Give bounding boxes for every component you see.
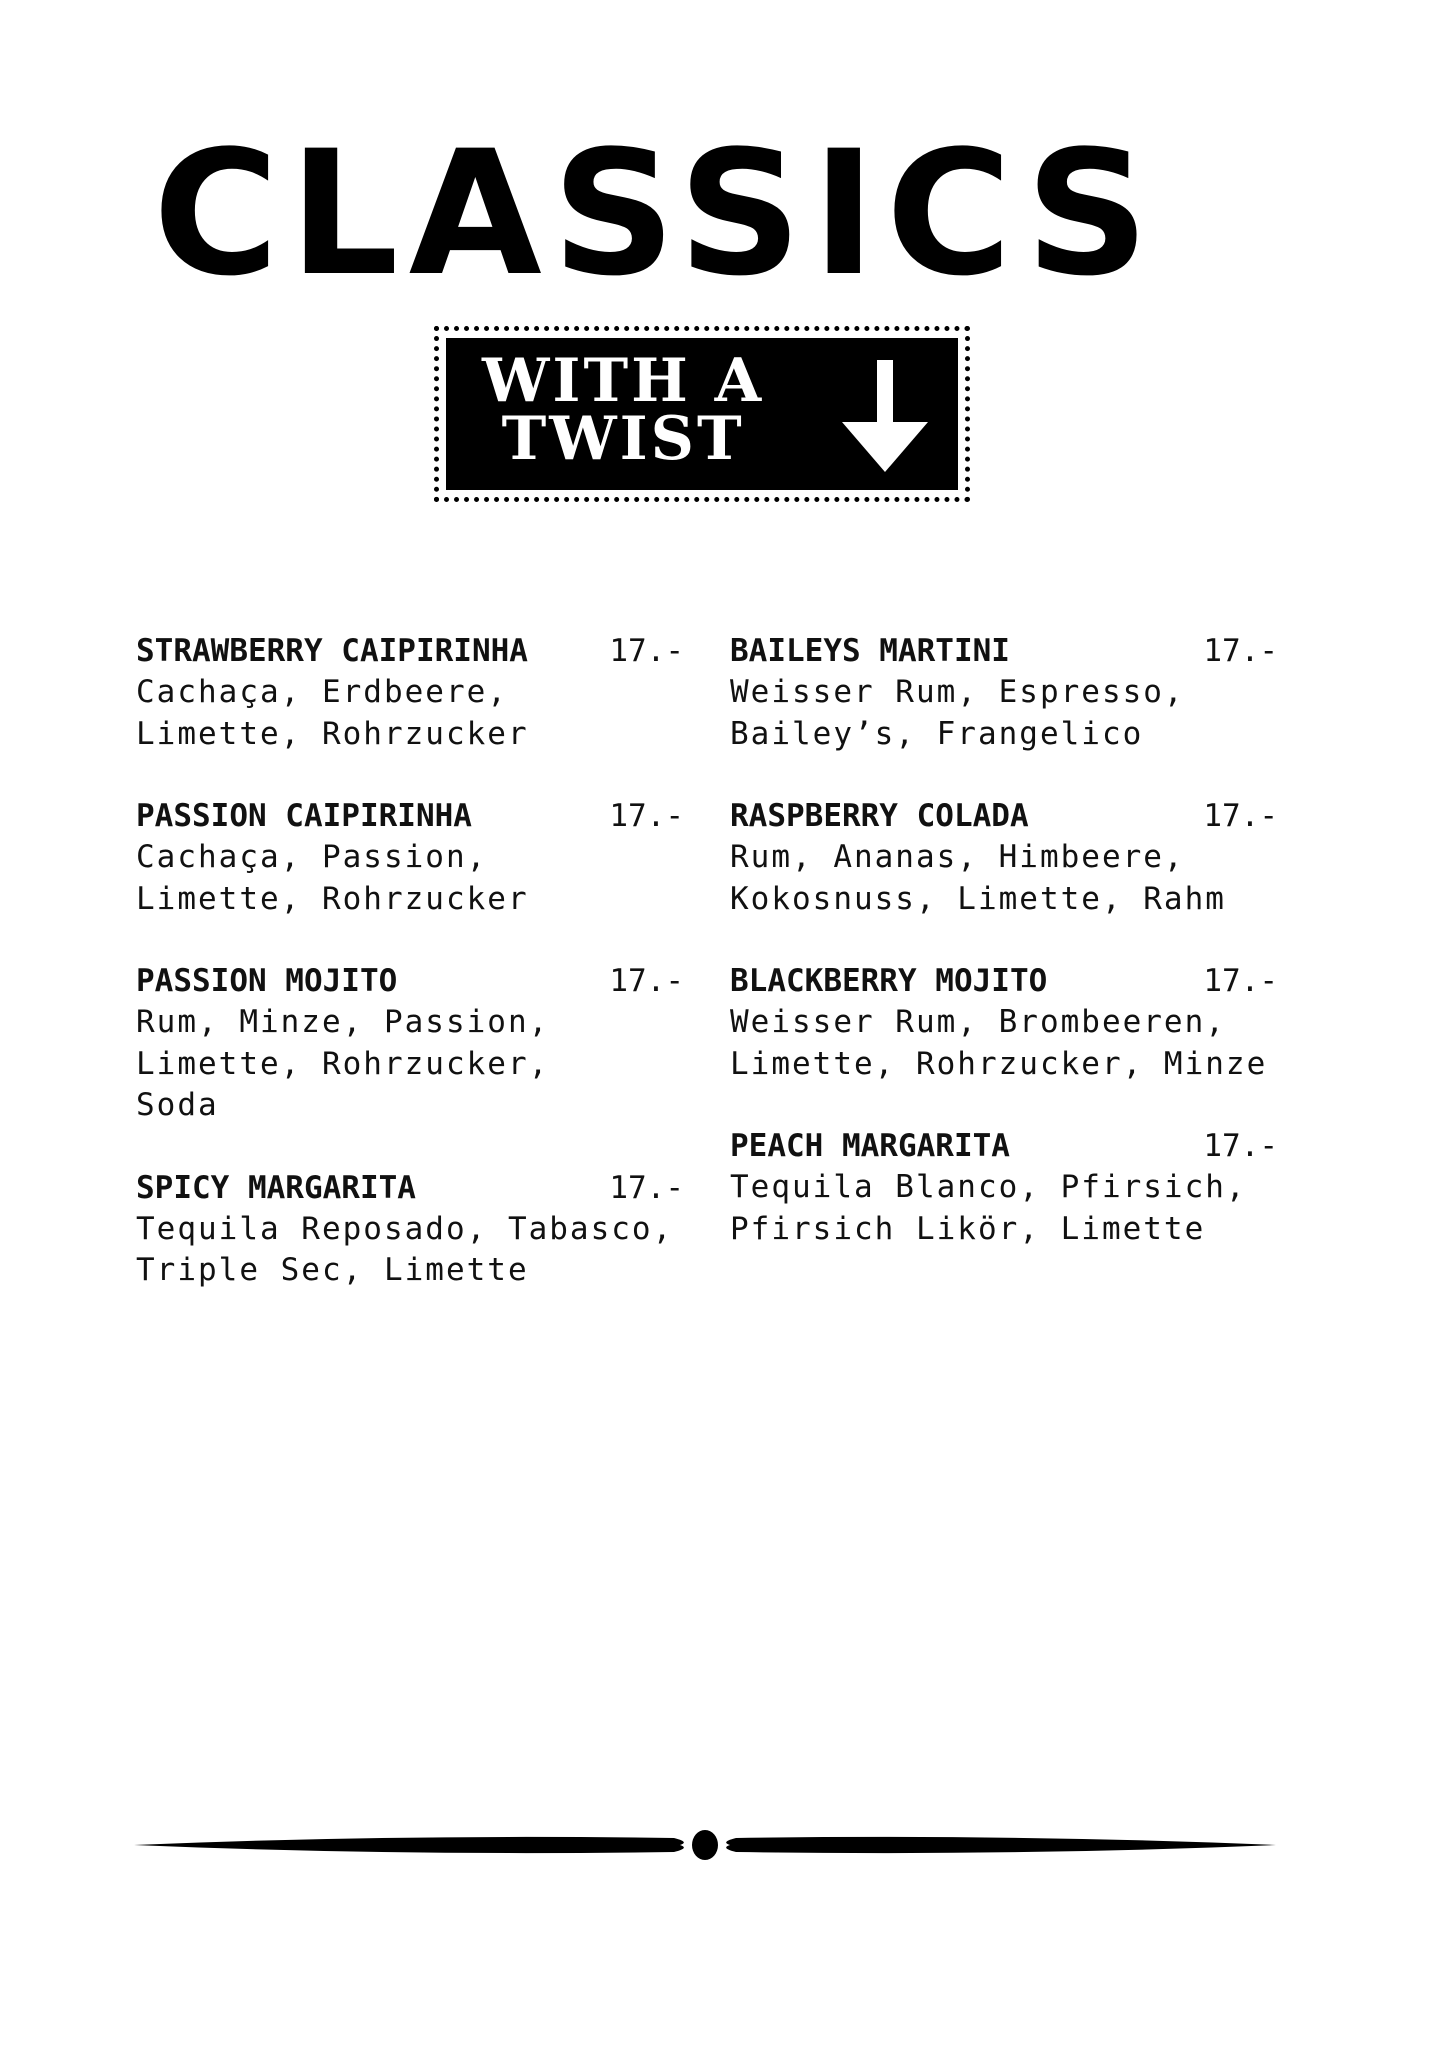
item-name: PEACH MARGARITA [730, 1128, 1010, 1164]
menu-item [136, 1167, 684, 1292]
item-price: 17.- [609, 798, 684, 834]
item-price: 17.- [1203, 1128, 1278, 1164]
item-description: Tequila Reposado, Tabasco, Triple Sec, Limette [136, 1210, 674, 1288]
page-title: CLASSICS [152, 113, 1160, 314]
menu-item [730, 630, 1278, 755]
menu-item [730, 960, 1278, 1085]
badge-line-1: WITH A [482, 346, 765, 416]
item-price: 17.- [1203, 633, 1278, 669]
item-name: PASSION MOJITO [136, 963, 398, 999]
item-description: Weisser Rum, Espresso, Bailey’s, Frangelico [730, 674, 1185, 752]
item-price: 17.- [609, 963, 684, 999]
item-description: Rum, Ananas, Himbeere, Kokosnuss, Limette, Rahm [730, 839, 1226, 917]
item-price: 17.- [1203, 963, 1278, 999]
item-price: 17.- [1203, 798, 1278, 834]
menu-item [136, 630, 684, 755]
item-price: 17.- [609, 1169, 684, 1206]
badge-line-2: TWIST [501, 404, 745, 474]
menu-item [136, 795, 684, 920]
badge-panel [446, 338, 958, 490]
item-name: PASSION CAIPIRINHA [136, 798, 472, 834]
decorative-divider [134, 1822, 1276, 1868]
item-name: STRAWBERRY CAIPIRINHA [136, 633, 528, 669]
item-description: Tequila Blanco, Pfirsich, Pfirsich Likör, Limette [730, 1169, 1247, 1247]
item-name: BAILEYS MARTINI [730, 633, 1010, 669]
down-arrow-icon [842, 360, 928, 472]
menu-item [730, 795, 1278, 920]
item-description: Cachaça, Passion, Limette, Rohrzucker [136, 839, 529, 917]
item-name: RASPBERRY COLADA [730, 798, 1029, 834]
menu-column-left [136, 630, 684, 1332]
item-description: Weisser Rum, Brombeeren, Limette, Rohrzucker, Minze [730, 1004, 1268, 1082]
badge-text [482, 346, 765, 474]
menu-column-right [730, 630, 1278, 1290]
item-name: BLACKBERRY MOJITO [730, 963, 1048, 999]
item-description: Cachaça, Erdbeere, Limette, Rohrzucker [136, 674, 529, 752]
item-description: Rum, Minze, Passion, Limette, Rohrzucker, Soda [136, 1004, 550, 1123]
menu-item [136, 960, 684, 1127]
item-name: SPICY MARGARITA [136, 1169, 416, 1206]
menu-item [730, 1125, 1278, 1250]
with-a-twist-badge [434, 326, 970, 502]
item-price: 17.- [609, 633, 684, 669]
